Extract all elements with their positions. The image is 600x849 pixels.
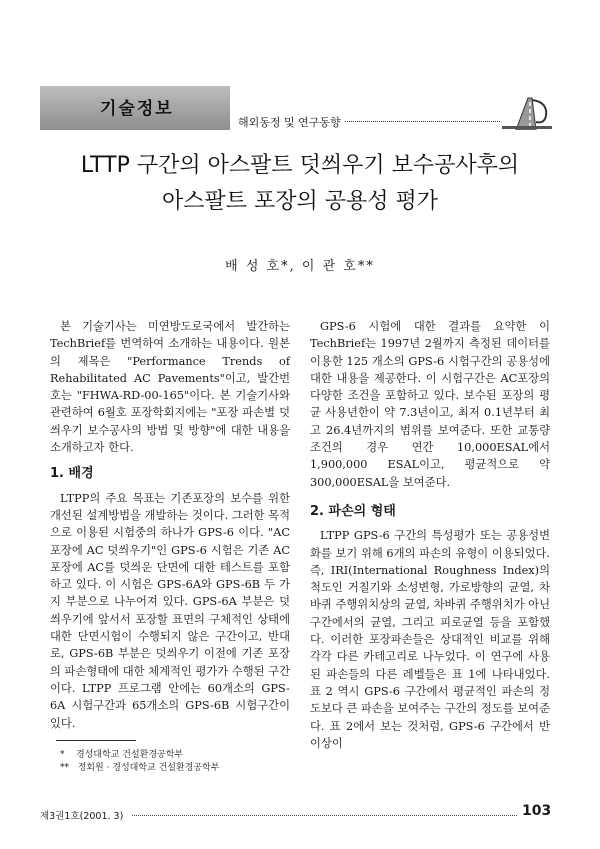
page-number: 103	[522, 803, 552, 819]
journal-issue: 제3권1호(2001. 3)	[40, 811, 124, 822]
right-paragraph-1: GPS-6 시험에 대한 결과를 요약한 이 TechBrief는 1997년 2월까지 측정된 데이터를 이용한 125 개소의 GPS-6 시험구간의 공용성에 대한 내용을 제공한다. 이 시험구간은 AC포장의 다양한 조건을 포함하고 있다. 보수된 포장의 평균 사용년한이 약 7.3년이고, 최저 0.1년부터 최고 26.4년까지의 범위를 보여준다. 또한 교통량 조건의 경우 연간 10,000ESAL에서 1,900,000 ESAL이고, 평균적으로 약 300,000ESAL을 보여준다.	[310, 320, 550, 489]
road-logo-icon	[502, 94, 552, 130]
authors: 배 성 호*, 이 관 호**	[225, 259, 375, 274]
footnote-1-text: 경성대학교 건설환경공학부	[75, 750, 184, 760]
footnote-2-text: 정회원 · 경성대학교 건설환경공학부	[77, 763, 220, 773]
left-column	[50, 318, 290, 732]
article-title-line2: 아스팔트 포장의 공용성 평가	[161, 189, 438, 214]
footer-dotted-rule	[132, 815, 517, 816]
right-column	[310, 318, 550, 752]
footnote-2	[60, 760, 219, 773]
intro-paragraph: 본 기술기사는 미연방도로국에서 발간하는 TechBrief를 번역하여 소개하는 내용이다. 원본의 제목은 "Performance Trends of Rehabilitated AC Pavements"이고, 발간번호는 "FHWA-RD-00-165"이다. 본 기술기사와 관련하여 6월호 포장학회지에는 "포장 파손별 덧씌우기 보수공사의 방법 및 방향"에 대한 내용을 소개하고자 한다.	[50, 320, 290, 455]
section1-heading: 1. 배경	[50, 466, 94, 482]
header-dotted-rule	[340, 121, 500, 122]
footnote-1-mark: *	[60, 750, 65, 760]
footnote-1	[60, 747, 183, 760]
section2-heading: 2. 파손의 형태	[310, 503, 396, 519]
footnote-2-mark: **	[60, 763, 69, 773]
footnote-rule	[56, 740, 136, 741]
subcategory-label: 해외동정 및 연구동향	[234, 114, 345, 130]
section2-paragraph: LTPP GPS-6 구간의 특성평가 또는 공용성변화를 보기 위해 6개의 파손의 유형이 이용되었다. 즉, IRI(International Roughness Index)의 척도인 거칠기와 소성변형, 가로방향의 균열, 차바퀴 주행위치상의 균열, 차바퀴 주행위치가 아닌 구간에서의 균열, 그리고 피로균열 등을 포함했다. 이러한 포장파손들은 상대적인 비교를 위해 각각 다른 카테고리로 나누었다. 이 연구에 사용된 파손들의 다른 레벨들은 표 1에 나타내었다. 표 2 역시 GPS-6 구간에서 평균적인 파손의 정도보다 큰 파손을 보여주는 구간의 정도를 보여준다. 표 2에서 보는 것처럼, GPS-6 구간에서 반 이상이	[310, 529, 550, 750]
section1-paragraph: LTPP의 주요 목표는 기존포장의 보수를 위한 개선된 설계방법을 개발하는 것이다. 그러한 목적으로 이용된 시험중의 하나가 GPS-6 이다. "AC 포장에 AC 덧씌우기"인 GPS-6 시험은 기존 AC 포장에 AC를 덧씌운 단면에 대한 테스트를 포함하고 있다. 이 시험은 GPS-6A와 GPS-6B 두 가지 부분으로 나누어져 있다. GPS-6A 부분은 덧씌우기에 앞서서 포장할 표면의 구체적인 상태에 대한 단면시험이 수행되지 않은 구간이고, 반대로, GPS-6B 부분은 덧씌우기 이전에 기존 포장의 파손형태에 대한 체계적인 평가가 수행된 구간이다. LTPP 프로그램 안에는 60개소의 GPS-6A 시험구간과 65개소의 GPS-6B 시험구간이 있다.	[50, 491, 290, 730]
category-label: 기술정보	[100, 99, 174, 119]
article-title-line1: LTTP 구간의 아스팔트 덧씌우기 보수공사후의	[80, 153, 520, 178]
